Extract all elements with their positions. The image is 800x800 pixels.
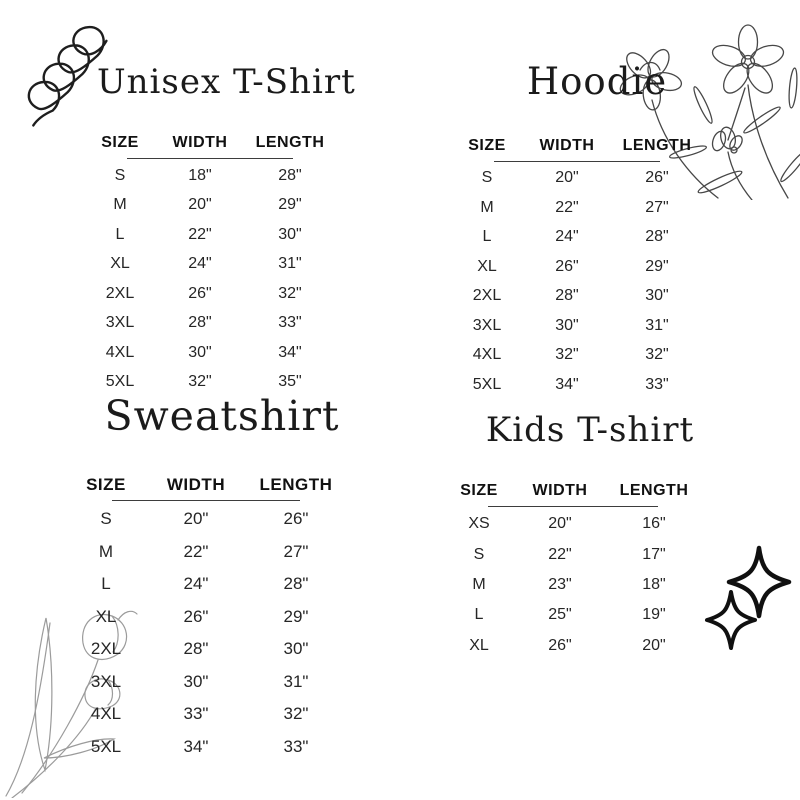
table-row — [444, 600, 702, 630]
table-row — [452, 282, 702, 312]
table-row — [66, 503, 346, 536]
length-cell: 32" — [645, 346, 669, 364]
length-cell: 29" — [278, 196, 302, 214]
size-cell: XL — [110, 255, 130, 273]
table-row — [452, 311, 702, 341]
width-cell: 24" — [188, 255, 212, 273]
width-cell: 22" — [188, 225, 212, 243]
table-title-sweatshirt: Sweatshirt — [104, 392, 340, 440]
table-title-unisex-tshirt: Unisex T-Shirt — [97, 62, 356, 102]
table-header — [85, 132, 335, 154]
size-cell: 3XL — [90, 671, 122, 691]
length-cell: 30" — [645, 287, 669, 305]
width-cell: 23" — [548, 575, 572, 593]
width-cell: 26" — [188, 284, 212, 302]
size-cell: M — [472, 575, 486, 593]
column-header-size: SIZE — [468, 136, 506, 154]
size-cell: XL — [95, 606, 117, 626]
size-table-kids-tshirt — [444, 402, 702, 661]
column-header-length: LENGTH — [619, 482, 689, 500]
size-cell: 4XL — [105, 343, 135, 361]
length-cell: 28" — [645, 228, 669, 246]
table-row — [66, 601, 346, 634]
width-cell: 20" — [183, 509, 209, 529]
column-header-size: SIZE — [101, 134, 139, 152]
width-cell: 28" — [183, 639, 209, 659]
width-cell: 18" — [188, 166, 212, 184]
size-cell: L — [474, 606, 484, 624]
size-cell: 2XL — [472, 287, 502, 305]
table-row — [66, 698, 346, 731]
width-cell: 26" — [183, 606, 209, 626]
width-cell: 25" — [548, 606, 572, 624]
size-cell: XL — [469, 636, 489, 654]
size-cell: 4XL — [472, 346, 502, 364]
table-body — [444, 509, 702, 660]
column-header-width: WIDTH — [539, 136, 595, 154]
length-cell: 29" — [283, 606, 309, 626]
length-cell: 35" — [278, 373, 302, 391]
length-cell: 27" — [645, 198, 669, 216]
table-row — [85, 309, 335, 339]
length-cell: 33" — [645, 375, 669, 393]
column-header-width: WIDTH — [532, 482, 588, 500]
width-cell: 30" — [188, 343, 212, 361]
length-cell: 32" — [283, 704, 309, 724]
table-row — [452, 164, 702, 194]
width-cell: 24" — [183, 574, 209, 594]
width-cell: 28" — [555, 287, 579, 305]
column-header-size: SIZE — [460, 482, 498, 500]
length-cell: 28" — [278, 166, 302, 184]
length-cell: 30" — [278, 225, 302, 243]
length-cell: 16" — [642, 515, 666, 533]
width-cell: 30" — [183, 671, 209, 691]
table-row — [444, 540, 702, 570]
size-cell: M — [480, 198, 494, 216]
length-cell: 28" — [283, 574, 309, 594]
length-cell: 32" — [278, 284, 302, 302]
size-cell: S — [114, 166, 126, 184]
column-header-length: LENGTH — [622, 136, 692, 154]
size-cell: 2XL — [105, 284, 135, 302]
width-cell: 32" — [188, 373, 212, 391]
size-table-unisex-tshirt — [85, 52, 356, 397]
width-cell: 34" — [555, 375, 579, 393]
size-cell: 5XL — [90, 736, 122, 756]
width-cell: 32" — [555, 346, 579, 364]
size-cell: S — [473, 545, 485, 563]
table-body — [66, 503, 346, 763]
width-cell: 24" — [555, 228, 579, 246]
sparkles-icon — [696, 542, 796, 657]
length-cell: 33" — [283, 736, 309, 756]
length-cell: 31" — [283, 671, 309, 691]
width-cell: 34" — [183, 736, 209, 756]
table-header — [66, 474, 346, 496]
table-body — [85, 161, 335, 397]
table-row — [444, 630, 702, 660]
table-row — [452, 223, 702, 253]
width-cell: 30" — [555, 316, 579, 334]
width-cell: 22" — [548, 545, 572, 563]
size-cell: 3XL — [105, 314, 135, 332]
width-cell: 26" — [555, 257, 579, 275]
header-divider — [488, 506, 658, 507]
table-header — [452, 135, 702, 157]
table-row — [66, 536, 346, 569]
length-cell: 30" — [283, 639, 309, 659]
size-cell: M — [113, 196, 127, 214]
table-title-kids-tshirt: Kids T-shirt — [485, 410, 695, 450]
table-row — [85, 279, 335, 309]
column-header-width: WIDTH — [172, 134, 228, 152]
header-divider — [112, 500, 300, 501]
table-row — [85, 161, 335, 191]
length-cell: 31" — [645, 316, 669, 334]
size-cell: XL — [477, 257, 497, 275]
length-cell: 29" — [645, 257, 669, 275]
length-cell: 26" — [645, 169, 669, 187]
size-cell: XS — [468, 515, 490, 533]
size-cell: 4XL — [90, 704, 122, 724]
table-row — [66, 568, 346, 601]
width-cell: 20" — [555, 169, 579, 187]
size-cell: 2XL — [90, 639, 122, 659]
column-header-length: LENGTH — [259, 475, 333, 495]
width-cell: 20" — [548, 515, 572, 533]
length-cell: 17" — [642, 545, 666, 563]
table-header — [444, 480, 702, 502]
length-cell: 33" — [278, 314, 302, 332]
table-row — [85, 220, 335, 250]
length-cell: 31" — [278, 255, 302, 273]
size-cell: S — [481, 169, 493, 187]
column-header-length: LENGTH — [255, 134, 325, 152]
table-row — [444, 509, 702, 539]
width-cell: 20" — [188, 196, 212, 214]
size-cell: 5XL — [105, 373, 135, 391]
table-row — [452, 193, 702, 223]
table-row — [452, 252, 702, 282]
size-cell: L — [115, 225, 125, 243]
width-cell: 22" — [555, 198, 579, 216]
size-table-hoodie — [452, 52, 702, 400]
table-row — [85, 191, 335, 221]
table-row — [66, 666, 346, 699]
length-cell: 18" — [642, 575, 666, 593]
header-divider — [494, 161, 660, 162]
table-title-hoodie: Hoodie — [526, 60, 668, 103]
table-row — [444, 570, 702, 600]
column-header-width: WIDTH — [166, 475, 226, 495]
table-row — [452, 341, 702, 371]
width-cell: 28" — [188, 314, 212, 332]
width-cell: 26" — [548, 636, 572, 654]
size-cell: 3XL — [472, 316, 502, 334]
length-cell: 27" — [283, 541, 309, 561]
width-cell: 33" — [183, 704, 209, 724]
length-cell: 26" — [283, 509, 309, 529]
length-cell: 20" — [642, 636, 666, 654]
size-cell: 5XL — [472, 375, 502, 393]
table-row — [85, 338, 335, 368]
header-divider — [127, 158, 293, 159]
length-cell: 19" — [642, 606, 666, 624]
table-row — [85, 250, 335, 280]
column-header-size: SIZE — [86, 475, 126, 495]
width-cell: 22" — [183, 541, 209, 561]
size-cell: L — [101, 574, 111, 594]
length-cell: 34" — [278, 343, 302, 361]
size-cell: S — [100, 509, 112, 529]
size-cell: M — [98, 541, 114, 561]
table-row — [66, 731, 346, 764]
size-cell: L — [482, 228, 492, 246]
table-row — [66, 633, 346, 666]
table-body — [452, 164, 702, 400]
size-table-sweatshirt — [66, 392, 346, 763]
table-row — [452, 370, 702, 400]
